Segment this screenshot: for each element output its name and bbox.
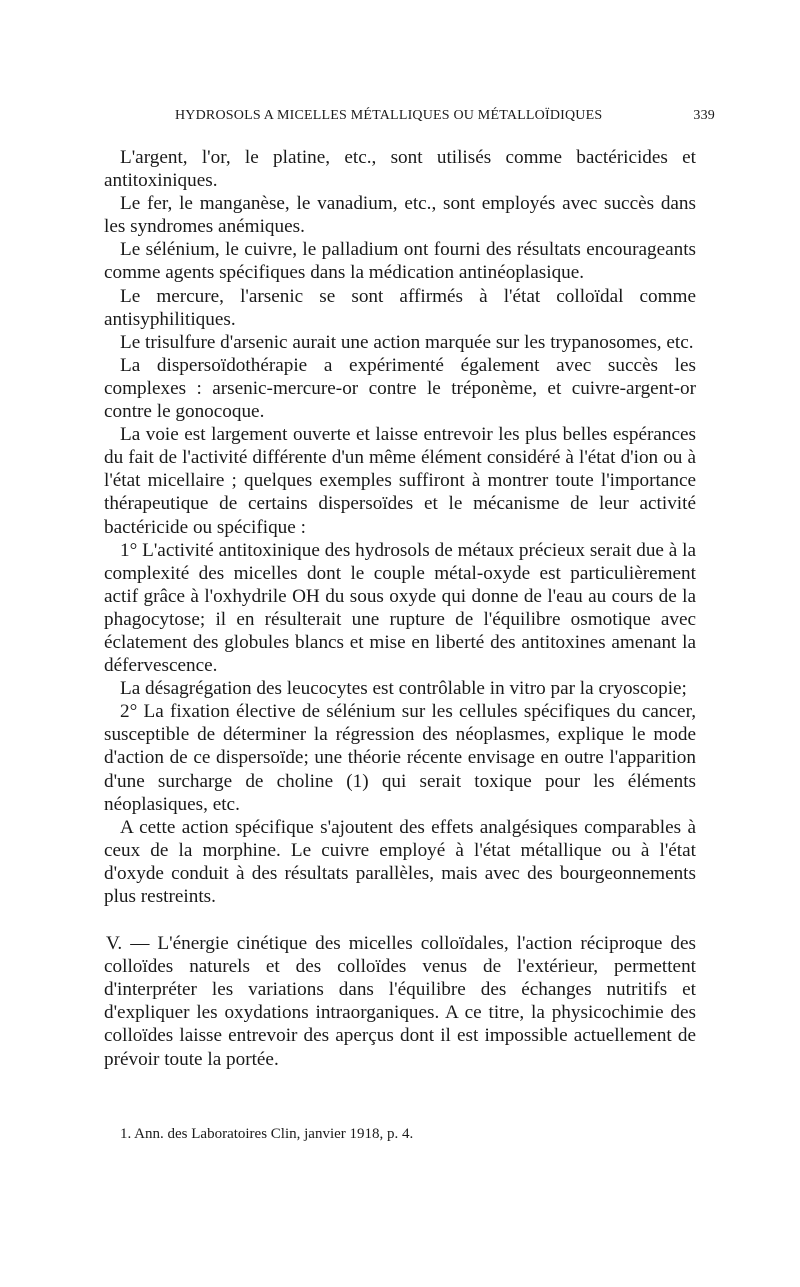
paragraph: La voie est largement ouverte et laisse entrevoir les plus belles espérances du fait de l'activité différente d'un même élément considéré à l'état d'ion ou à l'état micellaire ; quelques exemples suffiront à montrer toute l'importance thérapeutique de certains dispersoïdes et le mécanisme de leur activité bactéricide ou spécifique : xyxy=(104,424,696,538)
paragraph: Le sélénium, le cuivre, le palladium ont fourni des résultats encourageants comme agents spécifiques dans la médication antinéoplasique. xyxy=(104,239,696,284)
paragraph: Le mercure, l'arsenic se sont affirmés à l'état colloïdal comme antisyphilitiques. xyxy=(104,285,696,330)
running-title: HYDROSOLS A MICELLES MÉTALLIQUES OU MÉTALLOÏDIQUES xyxy=(175,108,603,123)
paragraph: Le fer, le manganèse, le vanadium, etc., sont employés avec succès dans les syndromes anémiques. xyxy=(104,193,696,238)
paragraph: 1° L'activité antitoxinique des hydrosols de métaux précieux serait due à la complexité des micelles dont le couple métal-oxyde est particulièrement actif grâce à l'oxhydrile OH du sous oxyde qui donne de l'eau au cours de la phagocytose; il en résulterait une rupture de l'équilibre osmotique avec éclatement des globules blancs et mise en liberté des antitoxines amenant la défervescence. xyxy=(104,539,696,677)
paragraph: Le trisulfure d'arsenic aurait une action marquée sur les trypanosomes, etc. xyxy=(120,331,694,353)
page-number: 339 xyxy=(693,108,715,123)
footnote: 1. Ann. des Laboratoires Clin, janvier 1918, p. 4. xyxy=(120,1126,414,1142)
running-header xyxy=(175,108,715,130)
body-text xyxy=(104,146,696,1071)
section-paragraph: V. — L'énergie cinétique des micelles colloïdales, l'action réciproque des colloïdes naturels et des colloïdes venus de l'extérieur, permettent d'interpréter les variations dans l'équilibre des échanges nutritifs et d'expliquer les oxydations intraorganiques. A ce titre, la physicochimie des colloïdes laisse entrevoir des aperçus dont il est impossible actuellement de prévoir toute la portée. xyxy=(104,933,696,1070)
paragraph: A cette action spécifique s'ajoutent des effets analgésiques comparables à ceux de la morphine. Le cuivre employé à l'état métallique ou à l'état d'oxyde conduit à des résultats parallèles, mais avec des bourgeonnements plus restreints. xyxy=(104,816,696,907)
paragraph: La dispersoïdothérapie a expérimenté également avec succès les complexes : arsenic-mercure-or contre le tréponème, et cuivre-argent-or contre le gonocoque. xyxy=(104,354,696,423)
paragraph: La désagrégation des leucocytes est contrôlable in vitro par la cryoscopie; xyxy=(120,678,687,700)
paragraph: 2° La fixation élective de sélénium sur les cellules spécifiques du cancer, susceptible de déterminer la régression des néoplasmes, explique le mode d'action de ce dispersoïde; une théorie récente envisage en outre l'apparition d'une surcharge de choline (1) qui serait toxique pour les éléments néoplasiques, etc. xyxy=(104,701,696,815)
paragraph: L'argent, l'or, le platine, etc., sont utilisés comme bactéricides et antitoxiniques. xyxy=(104,147,696,192)
